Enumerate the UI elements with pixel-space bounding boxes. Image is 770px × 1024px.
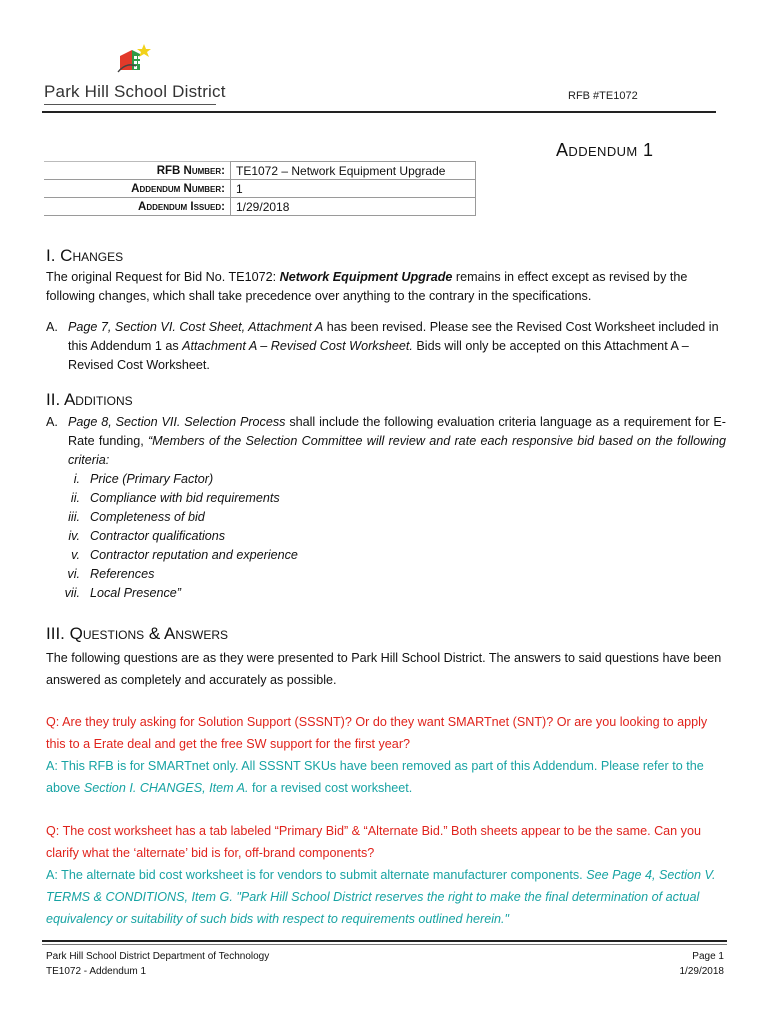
additions-item-letter: A. <box>46 415 58 429</box>
question-1: Q: Are they truly asking for Solution Support (SSSNT)? Or do they want SMARTnet (SNT)? Or are you looking to apply this to a Erate deal and get the free SW support for the first year? <box>46 715 708 751</box>
table-label: Addendum Issued: <box>44 198 231 216</box>
answer-2-text: A: The alternate bid cost worksheet is for vendors to submit alternate manufacturer components. <box>46 868 587 882</box>
criteria-number: ii. <box>70 491 80 505</box>
criteria-number: vi. <box>67 567 80 581</box>
logo-icon <box>118 44 151 72</box>
project-name: Network Equipment Upgrade <box>279 270 453 284</box>
criteria-item: References <box>90 567 155 581</box>
criteria-item: Compliance with bid requirements <box>90 491 280 505</box>
answer-2 <box>46 864 728 930</box>
answer-1-text: A: This RFB is for SMARTnet only. All SSSNT SKUs have been removed as part of this Addendum. Please refer to the above <box>46 759 704 795</box>
table-row <box>44 162 476 180</box>
additions-item <box>68 413 726 470</box>
table-label: RFB Number: <box>44 162 231 180</box>
changes-item-ref: Page 7, Section VI. Cost Sheet, Attachment A <box>68 320 324 334</box>
changes-intro-text: The original Request for Bid No. TE1072: <box>46 270 280 284</box>
footer-department: Park Hill School District Department of Technology <box>46 951 270 962</box>
criteria-item: Completeness of bid <box>90 510 205 524</box>
answer-2-ref: See Page 4, Section V. TERMS & CONDITIONS, Item G. "Park Hill School District reserves the right to make the final determination of actual equivalency or suitability of such bids with respect to requirements outlined herein." <box>46 868 716 926</box>
changes-item-attachment: Attachment A – Revised Cost Worksheet. <box>182 339 413 353</box>
answer-1 <box>46 755 728 799</box>
criteria-number: iv. <box>68 529 80 543</box>
logo-underline <box>44 104 216 105</box>
table-value: TE1072 – Network Equipment Upgrade <box>231 162 476 180</box>
additions-criteria-intro: “Members of the Selection Committee will review and rate each responsive bid based on the following criteria: <box>68 434 726 467</box>
footer-divider-thin <box>42 944 727 945</box>
addendum-info-table <box>44 161 476 216</box>
footer-document: TE1072 - Addendum 1 <box>46 966 147 977</box>
footer-page-number: Page 1 <box>692 951 724 962</box>
table-label: Addendum Number: <box>44 180 231 198</box>
table-row <box>44 180 476 198</box>
footer-divider <box>42 940 727 942</box>
criteria-number: i. <box>73 472 80 486</box>
changes-heading: I. Changes <box>46 246 124 265</box>
criteria-number: vii. <box>64 586 80 600</box>
qa-heading: III. Questions & Answers <box>46 624 229 643</box>
qa-intro: The following questions are as they were presented to Park Hill School District. The answers to said questions have been answered as completely and accurately as possible. <box>46 651 722 687</box>
addendum-title: Addendum 1 <box>556 140 654 160</box>
criteria-item: Price (Primary Factor) <box>90 472 214 486</box>
criteria-list <box>44 470 444 605</box>
changes-item <box>68 318 724 375</box>
changes-intro-text-end: remains in effect except as revised by the following changes, which shall take precedence over anything to the contrary in the specifications. <box>46 270 688 303</box>
additions-heading: II. Additions <box>46 390 133 409</box>
footer-date: 1/29/2018 <box>679 966 724 977</box>
changes-intro <box>46 268 726 306</box>
criteria-number: v. <box>71 548 80 562</box>
changes-item-text: has been revised. Please see the Revised Cost Worksheet included in this Addendum 1 as <box>68 320 719 353</box>
changes-item-text-end: Bids will only be accepted on this Attachment A – Revised Cost Worksheet. <box>68 339 689 372</box>
table-value: 1/29/2018 <box>231 198 476 216</box>
additions-item-text: shall include the following evaluation criteria language as a requirement for E-Rate funding, <box>68 415 726 448</box>
criteria-number: iii. <box>68 510 80 524</box>
criteria-item: Contractor reputation and experience <box>90 548 298 562</box>
changes-item-letter: A. <box>46 320 58 334</box>
criteria-item: Contractor qualifications <box>90 529 226 543</box>
question-2: Q: The cost worksheet has a tab labeled “Primary Bid” & “Alternate Bid.” Both sheets appear to be the same. Can you clarify what the ‘alternate’ bid is for, off-brand components? <box>46 824 701 860</box>
table-row <box>44 198 476 216</box>
criteria-item: Local Presence” <box>90 586 182 600</box>
additions-item-ref: Page 8, Section VII. Selection Process <box>68 415 286 429</box>
answer-1-text-end: for a revised cost worksheet. <box>248 781 413 795</box>
rfb-number-header: RFB #TE1072 <box>568 90 638 102</box>
table-value: 1 <box>231 180 476 198</box>
header-divider <box>42 111 716 113</box>
logo-text: Park Hill School District <box>44 82 226 101</box>
answer-1-ref: Section I. CHANGES, Item A. <box>83 781 249 795</box>
